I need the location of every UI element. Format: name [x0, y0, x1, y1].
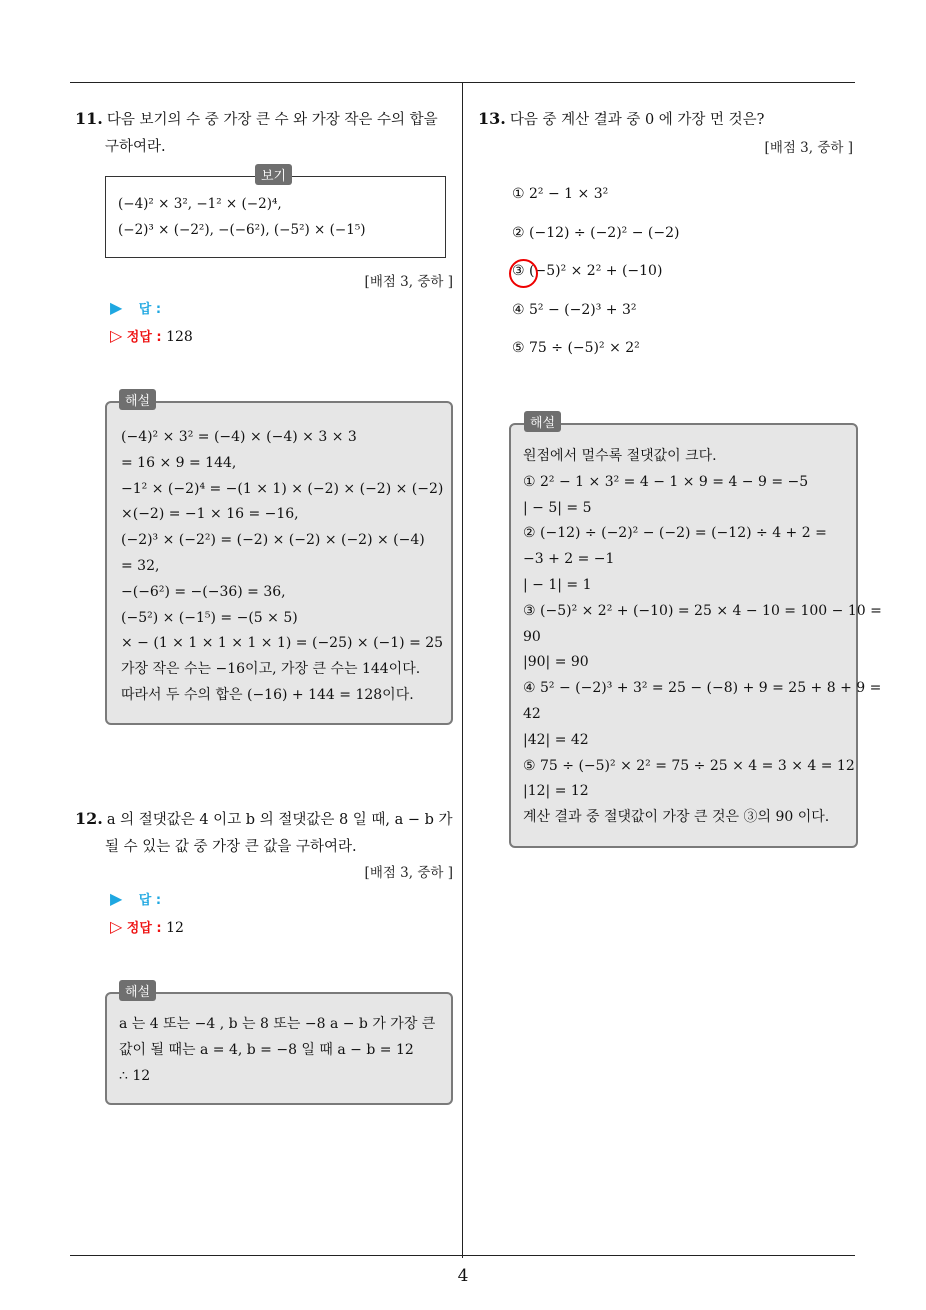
- answer-label: 답 :: [138, 302, 162, 317]
- solution-line: ④ 5² − (−2)³ + 3² = 25 − (−8) + 9 = 25 + 8 + 9 =: [523, 680, 882, 697]
- solution-box: [105, 992, 453, 1105]
- solution-line: |12| = 12: [523, 783, 589, 800]
- solution-line: ③ (−5)² × 2² + (−10) = 25 × 4 − 10 = 100 − 10 =: [523, 602, 882, 619]
- solution-line: |42| = 42: [523, 731, 589, 748]
- solution-line: | − 1| = 1: [523, 576, 592, 593]
- page-number: 4: [457, 1266, 469, 1286]
- solution-line: (−2)³ × (−2²) = (−2) × (−2) × (−2) × (−4): [121, 532, 425, 549]
- solution-line: 값이 될 때는 a = 4, b = −8 일 때 a − b = 12: [119, 1041, 414, 1058]
- question-text: a 의 절댓값은 4 이고 b 의 절댓값은 8 일 때, a − b 가: [106, 812, 453, 828]
- option-5[interactable]: ⑤ 75 ÷ (−5)² × 2²: [512, 340, 640, 356]
- solution-line: | − 5| = 5: [523, 499, 592, 516]
- score-meta: [배점 3, 중하 ]: [764, 140, 853, 156]
- question-text-cont: 구하여라.: [105, 139, 166, 155]
- solution-line: |90| = 90: [523, 654, 589, 671]
- solution-line: × − (1 × 1 × 1 × 1 × 1) = (−25) × (−1) = 25: [121, 635, 444, 652]
- solution-line: (−4)² × 3² = (−4) × (−4) × 3 × 3: [121, 429, 357, 445]
- correct-answer-value: 12: [166, 920, 184, 936]
- solution-label: 해설: [524, 411, 561, 432]
- solution-line: 90: [523, 628, 541, 645]
- answer-label: 답 :: [138, 893, 162, 908]
- option-3[interactable]: ③ (−5)² × 2² + (−10): [512, 263, 663, 279]
- solution-box: [105, 401, 453, 725]
- play-arrow-icon: ▶: [110, 889, 123, 908]
- solution-line: ∴ 12: [119, 1067, 151, 1084]
- question-12: [75, 805, 460, 861]
- solution-line: (−5²) × (−1⁵) = −(5 × 5): [121, 609, 298, 626]
- solution-line: 계산 결과 중 절댓값이 가장 큰 것은 ③의 90 이다.: [523, 809, 830, 826]
- example-label: 보기: [255, 164, 292, 185]
- question-text: 다음 보기의 수 중 가장 큰 수 와 가장 작은 수의 합을: [106, 112, 438, 128]
- option-1[interactable]: ① 2² − 1 × 3²: [512, 186, 609, 202]
- selected-answer-circle: [509, 259, 538, 288]
- correct-answer-label: 정답 :: [126, 921, 162, 936]
- solution-line: 따라서 두 수의 합은 (−16) + 144 = 128이다.: [121, 686, 414, 703]
- solution-line: ① 2² − 1 × 3² = 4 − 1 × 9 = 4 − 9 = −5: [523, 473, 809, 490]
- outline-arrow-icon: ▷: [110, 326, 123, 345]
- solution-line: −3 + 2 = −1: [523, 551, 615, 568]
- option-4[interactable]: ④ 5² − (−2)³ + 3²: [512, 301, 637, 318]
- question-text-cont: 될 수 있는 값 중 가장 큰 값을 구하여라.: [105, 839, 357, 855]
- correct-answer-label: 정답 :: [126, 330, 162, 345]
- solution-line: = 16 × 9 = 144,: [121, 454, 237, 471]
- question-11: [75, 105, 460, 161]
- solution-line: ×(−2) = −1 × 16 = −16,: [121, 506, 299, 523]
- question-number: 11.: [75, 109, 103, 128]
- solution-line: 원점에서 멀수록 절댓값이 크다.: [523, 448, 717, 464]
- column-divider: [462, 83, 463, 1258]
- solution-label: 해설: [119, 389, 156, 410]
- question-text: 다음 중 계산 결과 중 0 에 가장 먼 것은?: [509, 112, 765, 128]
- example-line: (−2)³ × (−2²), −(−6²), (−5²) × (−1⁵): [118, 222, 366, 238]
- solution-line: 42: [523, 705, 541, 722]
- solution-line: 가장 작은 수는 −16이고, 가장 큰 수는 144이다.: [121, 661, 421, 678]
- solution-label: 해설: [119, 980, 156, 1001]
- example-line: (−4)² × 3², −1² × (−2)⁴,: [118, 196, 282, 212]
- option-2[interactable]: ② (−12) ÷ (−2)² − (−2): [512, 224, 680, 241]
- solution-line: = 32,: [121, 557, 160, 574]
- correct-answer-row: [110, 917, 184, 936]
- solution-line: −(−6²) = −(−36) = 36,: [121, 583, 286, 600]
- correct-answer-row: [110, 326, 193, 345]
- solution-line: ② (−12) ÷ (−2)² − (−2) = (−12) ÷ 4 + 2 =: [523, 525, 827, 542]
- question-number: 13.: [478, 109, 506, 128]
- solution-line: ⑤ 75 ÷ (−5)² × 2² = 75 ÷ 25 × 4 = 3 × 4 = 12: [523, 757, 855, 774]
- score-meta: [배점 3, 중하 ]: [364, 274, 453, 290]
- correct-answer-value: 128: [166, 329, 193, 345]
- example-box: [105, 176, 446, 258]
- question-number: 12.: [75, 809, 103, 828]
- solution-line: a 는 4 또는 −4 , b 는 8 또는 −8 a − b 가 가장 큰: [119, 1016, 436, 1032]
- answer-row: [110, 298, 161, 317]
- solution-box: [509, 423, 882, 848]
- answer-row: [110, 889, 161, 908]
- question-13: [478, 105, 858, 134]
- score-meta: [배점 3, 중하 ]: [364, 865, 453, 881]
- bottom-rule: [70, 1255, 855, 1256]
- outline-arrow-icon: ▷: [110, 917, 123, 936]
- play-arrow-icon: ▶: [110, 298, 123, 317]
- solution-line: −1² × (−2)⁴ = −(1 × 1) × (−2) × (−2) × (−2): [121, 480, 444, 497]
